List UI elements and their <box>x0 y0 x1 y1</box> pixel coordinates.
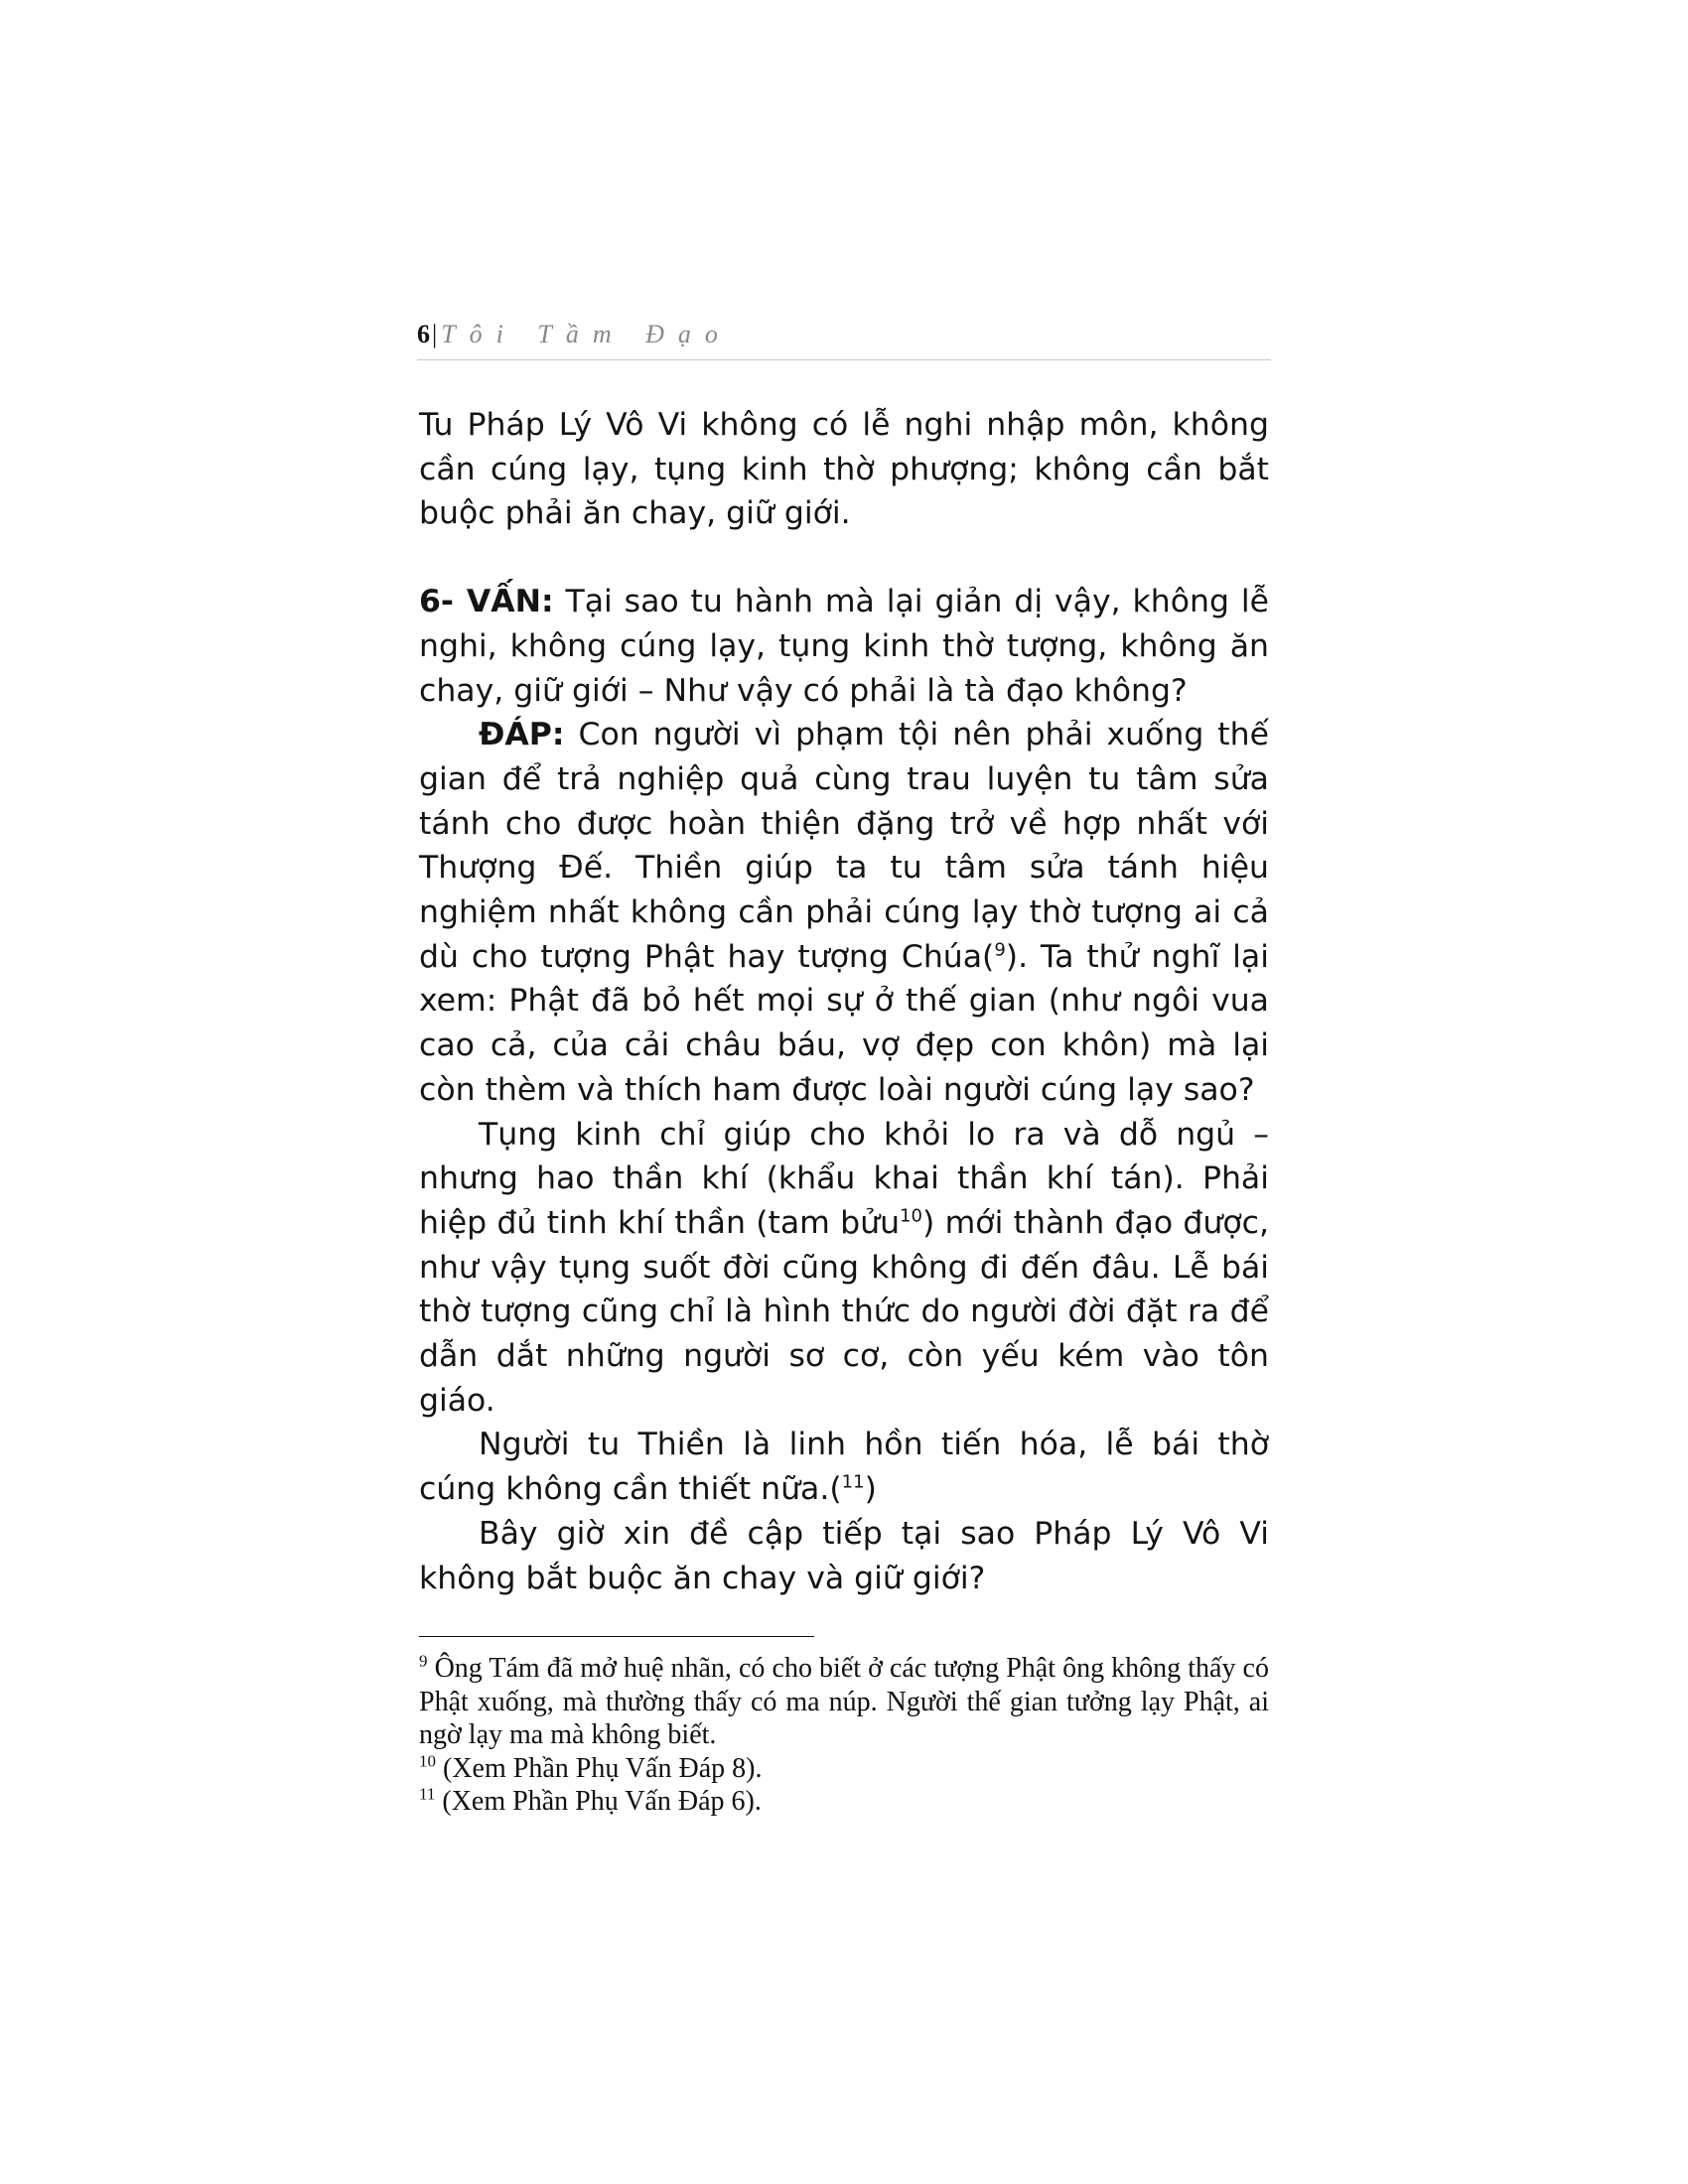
question-6 <box>419 580 1269 713</box>
paragraph-gap <box>419 536 1269 580</box>
main-text <box>419 403 1269 1600</box>
footnote-ref-10: 10 <box>900 1205 923 1227</box>
answer-text-2: ). Ta thử nghĩ lại xem: Phật đã bỏ hết mọi sự ở thế gian (như ngôi vua cao cả, của cải châu báu, vợ đẹp con khôn) mà lại còn thèm và thích ham được loài người cúng lạy sao? <box>419 938 1269 1108</box>
answer-text-1: Con người vì phạm tội nên phải xuống thế gian để trả nghiệp quả cùng trau luyện tu tâm sửa tánh cho được hoàn thiện đặng trở về hợp nhất với Thượng Đế. Thiền giúp ta tu tâm sửa tánh hiệu nghiệm nhất không cần phải cúng lạy thờ tượng ai cả dù cho tượng Phật hay tượng Chúa( <box>419 717 1269 975</box>
chanting-text-2: ) mới thành đạo được, như vậy tụng suốt đời cũng không đi đến đâu. Lễ bái thờ tượng cũng chỉ là hình thức do người đời đặt ra để dẫn dắt những người sơ cơ, còn yếu kém vào tôn giáo. <box>419 1204 1269 1419</box>
chanting-text-1: Tụng kinh chỉ giúp cho khỏi lo ra và dỗ ngủ – nhưng hao thần khí (khẩu khai thần khí tán). Phải hiệp đủ tinh khí thần (tam bửu <box>419 1116 1269 1241</box>
meditation-text-1: Người tu Thiền là linh hồn tiến hóa, lễ bái thờ cúng không cần thiết nữa.( <box>419 1427 1269 1508</box>
footnote-number: 11 <box>419 1784 436 1804</box>
answer-paragraph <box>419 713 1269 1112</box>
footnote-ref-9: 9 <box>994 939 1006 961</box>
footnote-ref-11: 11 <box>841 1471 865 1493</box>
footnote-text: Ông Tám đã mở huệ nhãn, có cho biết ở các tượng Phật ông không thấy có Phật xuống, mà thường thấy có ma núp. Người thế gian tưởng lạy Phật, ai ngờ lạy ma mà không biết. <box>419 1653 1269 1750</box>
question-label: 6- VẤN: <box>419 584 554 620</box>
answer-label: ĐÁP: <box>479 717 565 753</box>
paragraph-chanting <box>419 1113 1269 1424</box>
paragraph-next-topic: Bây giờ xin đề cập tiếp tại sao Pháp Lý Vô Vi không bắt buộc ăn chay và giữ giới? <box>419 1515 1269 1596</box>
footnote-11 <box>419 1785 1269 1819</box>
paragraph-meditation <box>419 1423 1269 1511</box>
footnote-number: 10 <box>419 1751 436 1771</box>
question-text: Tại sao tu hành mà lại giản dị vậy, không lễ nghi, không cúng lạy, tụng kinh thờ tượng, không ăn chay, giữ giới – Như vậy có phải là tà đạo không? <box>419 584 1269 709</box>
footnote-text: (Xem Phần Phụ Vấn Đáp 6). <box>435 1786 762 1817</box>
footnote-number: 9 <box>419 1651 428 1671</box>
footnote-divider <box>419 1636 814 1637</box>
footnote-text: (Xem Phần Phụ Vấn Đáp 8). <box>436 1752 763 1784</box>
book-title: Tôi Tầm Đạo <box>441 320 732 348</box>
page-number: 6 <box>417 320 430 348</box>
footnote-9 <box>419 1652 1269 1752</box>
meditation-text-2: ) <box>864 1471 877 1508</box>
paragraph-intro: Tu Pháp Lý Vô Vi không có lễ nghi nhập môn, không cần cúng lạy, tụng kinh thờ phượng; không cần bắt buộc phải ăn chay, giữ giới. <box>419 407 1269 532</box>
running-header <box>417 320 1271 360</box>
footnote-10 <box>419 1752 1269 1786</box>
footnotes <box>419 1652 1269 1819</box>
header-separator: | <box>432 320 438 348</box>
